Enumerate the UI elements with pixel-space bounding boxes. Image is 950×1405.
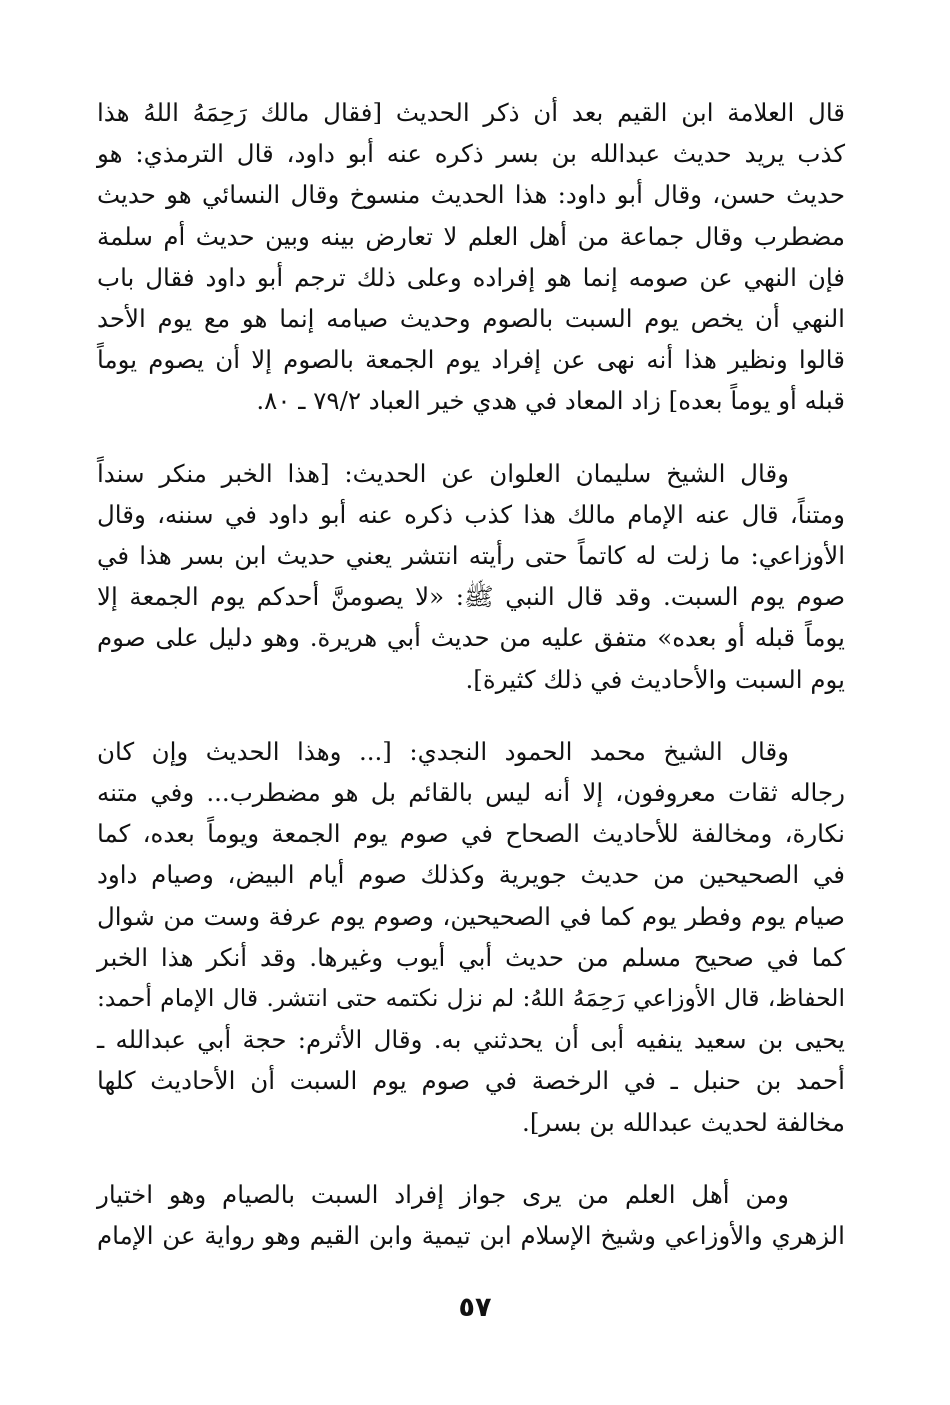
text-line: قبله أو يوماً بعده] زاد المعاد في هدي خير العباد ٧٩/٢ ـ ٨٠. (256, 386, 845, 416)
text-line: صيام يوم وفطر يوم كما في الصحيحين، وصوم يوم عرفة وست من شوال (97, 901, 845, 931)
text-line: الحفاظ، قال الأوزاعي رَحِمَهُ اللهُ: لم نزل نكتمه حتى انتشر. قال الإمام أحمد: (97, 984, 845, 1013)
text-line: ومن أهل العلم من يرى جواز إفراد السبت بالصيام وهو اختيار (97, 1179, 789, 1209)
text-line: يحيى بن سعيد ينفيه أبى أن يحدثني به. وقال الأثرم: حجة أبي عبدالله ـ (97, 1025, 845, 1055)
text-line: كذب يريد حديث عبدالله بن بسر ذكره عنه أبو داود، قال الترمذي: هو (97, 139, 845, 169)
text-line: يوم السبت والأحاديث في ذلك كثيرة]. (465, 664, 845, 694)
text-line: قال العلامة ابن القيم بعد أن ذكر الحديث [فقال مالك رَحِمَهُ اللهُ هذا (97, 98, 845, 127)
text-line: الزهري والأوزاعي وشيخ الإسلام ابن تيمية وابن القيم وهو رواية عن الإمام (97, 1221, 845, 1251)
text-line: يوماً قبله أو بعده» متفق عليه من حديث أبي هريرة. وهو دليل على صوم (97, 623, 845, 653)
text-line: قالوا ونظير هذا أنه نهى عن إفراد يوم الجمعة بالصوم إلا أن يصوم يوماً (97, 345, 845, 375)
text-line: النهي أن يخص يوم السبت بالصوم وحديث صيامه إنما هو مع يوم الأحد (97, 304, 845, 334)
text-line: رجاله ثقات معروفون، إلا أنه ليس بالقائم بل هو مضطرب... وفي متنه (97, 778, 845, 808)
text-line: نكارة، ومخالفة للأحاديث الصحاح في صوم يوم الجمعة ويوماً بعده، كما (97, 819, 845, 849)
text-line: حديث حسن، وقال أبو داود: هذا الحديث منسوخ وقال النسائي هو حديث (97, 180, 845, 210)
text-line: وقال الشيخ سليمان العلوان عن الحديث: [هذا الخبر منكر سنداً (97, 458, 789, 488)
text-column (97, 92, 845, 1287)
text-line: مخالفة لحديث عبدالله بن بسر]. (522, 1107, 845, 1137)
text-line: ومتناً، قال عنه الإمام مالك هذا كذب ذكره عنه أبو داود في سننه، وقال (97, 499, 845, 529)
text-line: الأوزاعي: ما زلت له كاتماً حتى رأيته انتشر يعني حديث ابن بسر هذا في (97, 541, 845, 571)
paragraph-opinions (97, 1174, 845, 1256)
page-number: ٥٧ (458, 1292, 492, 1323)
text-line: وقال الشيخ محمد الحمود النجدي: [... وهذا الحديث وإن كان (97, 736, 789, 766)
text-line: مضطرب وقال جماعة من أهل العلم لا تعارض بينه وبين حديث أم سلمة (97, 221, 845, 251)
paragraph-alalwan (97, 453, 845, 700)
text-line: في الصحيحين من حديث جويرية وكذلك صوم أيام البيض، وصيام داود (97, 860, 845, 890)
text-line: صوم يوم السبت. وقد قال النبي ﷺ: «لا يصومنَّ أحدكم يوم الجمعة إلا (97, 582, 845, 612)
text-line: كما في صحيح مسلم من حديث أبي أيوب وغيرها. وقد أنكر هذا الخبر (97, 942, 845, 972)
paragraph-alnajdi (97, 731, 845, 1143)
text-line: أحمد بن حنبل ـ في الرخصة في صوم يوم السبت أن الأحاديث كلها (97, 1066, 845, 1096)
paragraph-ibn-qayyim (97, 92, 845, 422)
text-line: فإن النهي عن صومه إنما هو إفراده وعلى ذلك ترجم أبو داود فقال باب (97, 262, 845, 292)
